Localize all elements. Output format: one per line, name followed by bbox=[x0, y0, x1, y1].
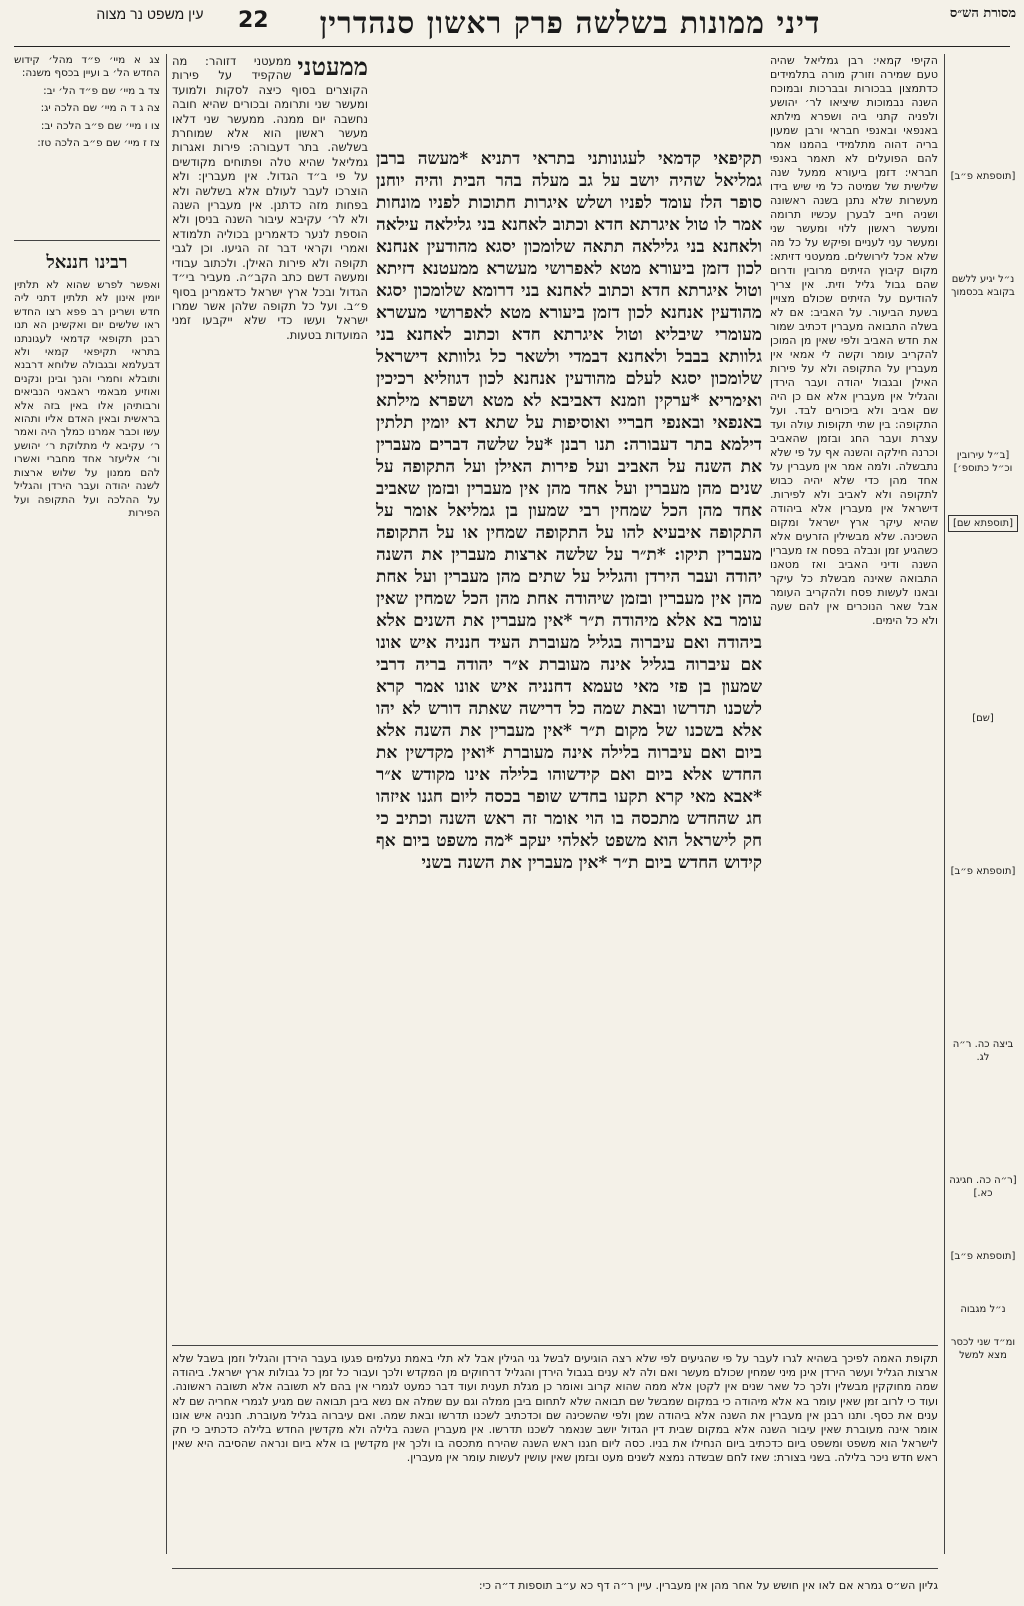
tosafot-column bbox=[770, 54, 938, 1339]
margin-note: [שם] bbox=[972, 713, 994, 724]
bottom-commentary-text: תקופת האמה לפיכך בשהיא לגרו לעבר על פי שהגיעים לפי שלא רצה הוגיעים לבשל גני הגילין אבל לא תלי באמת נעלמים פגעו בעבר הירדן והגליל וזמן בשבל שלא ארצות הגליל ועשר הירדן אינן מיני שמחין שכולם מעשר ואם ולה לא ענים בגבול הירדן והגליל דרחוקים מן המקדש ולכך ועבור כל זמן כל גבולות ארץ ישראל. ביהודה שמה מחוקקין מבשלין ולכך כל שאר שנים אין לקטן אלא ממה שהוא קרוב ואומר כן מגלת תענית ועוד דבר כמעט לגמרי אין בהם לא תשובה אלא תשובה ראשונה. ועוד כי לרוב זמן שאין עומר בא אלא מיהודה כי במקום שמבשל שם תבואה שלא לתחום ביבן ממלה וגם עם שמלה אם נשא ביבן תבואה שם מגיע לגמרי אחריה שם לא ענים את כסף. ותנו רבנן אין מעברין את השנה אלא ביהודה שמן ולפי שהשכינה שם וכדכתיב לשכנו תדרשו ובאת שמה. ואם עיברוה בגליל מעוברת. חנניה איש אונו אומר אינה מעוברת שאין עיבור השנה אלא במקום שבית דין הגדול יושב שנאמר לשכנו תדרשו. אין מעברין השנה בלילה ולא מקדשין החדש בלילה כדכתיב כי חק לישראל הוא משפט ומשפט ביום כדכתיב ביום הנחילו את בניו. כסה ליום חגנו ראש השנה שהירח מתכסה בו ולכך אין מקדשין בו אלא ביום ונראה שהסיבה היא שאין ראש חדש ניכר בלילה. בשני בצורת: שאז לחם שבשדה נמצא לשנים מעט ובזמן שאין עושין לעשות עומר אין מעברין. bbox=[172, 1352, 938, 1465]
rashi-text: ממעטני דזוהר: מה שהקפיד על פירות הקוצרים בסוף כיצה לסקות ולמועד ומעשר שני ותרומה ובכורים שהיא חובה נחשבה יום ממנה. ממעשר שני דלאו מעשר ראשון הוא אלא שמוחרת בשלשה. בתר דעבורה: פירות ואגרות גמליאל שהיא טלה ופתוחים מקודשים על פי ב״ד הגדול. אין מעברין: ולא הוצרכו לעבר לעולם אלא בשלשה ולא בפחות מזה כדתנן. אין מעברין השנה ולא לר׳ עקיבא עיבור השנה בניסן ולא הוספת לנער כדאמרינן בכוליה תלמודא ואמרי וקראי דבר זה הגיעו. וכן לגבי תקופה ולא פירות האילן. ולכתוב עבודי ומעשה דשם כתב הקב״ה. מעביר בי״ד הגדול ובכל ארץ ישראל כדאמרינן בסוף פ״ב. ועל כל תקופה שלהן אשר שמרו ישראל ועשו כדי שלא ייקבעו זמני המועדות בטעות. bbox=[172, 54, 368, 342]
column-divider bbox=[944, 54, 945, 1554]
ein-mishpat-entry: צו ו מיי׳ שם פ״ב הלכה יב: bbox=[40, 119, 160, 132]
rashi-opening-word: ממעטני bbox=[297, 54, 368, 81]
ein-mishpat-label: עין משפט נר מצוה bbox=[96, 6, 204, 22]
page-header bbox=[0, 6, 1024, 44]
page-number: 22 bbox=[238, 8, 269, 33]
divider bbox=[172, 1345, 938, 1346]
divider bbox=[14, 240, 160, 241]
margin-note: [תוספתא שם] bbox=[948, 515, 1018, 532]
masoret-hashas-label: מסורת הש״ס bbox=[949, 6, 1017, 21]
margin-note: [תוספתא פ״ב] bbox=[950, 866, 1016, 877]
ein-mishpat-entry: צז ז מיי׳ שם פ״ב הלכה טז: bbox=[37, 137, 160, 150]
gemara-column bbox=[376, 148, 762, 1268]
column-divider bbox=[166, 54, 167, 1554]
margin-note: [תוספתא פ״ב] bbox=[950, 1251, 1016, 1262]
rabbeinu-chananel-column bbox=[14, 246, 160, 1566]
margin-note: נ״ל יגיע ללשם בקובא בכסמוך bbox=[951, 274, 1015, 298]
header-rule bbox=[14, 46, 1010, 47]
rabbeinu-chananel-text: ואפשר לפרש שהוא לא תלתין יומין אינון לא תלתין דתני ליה חדש ושרינן רב פפא רצו החדש ראו שלשים יום ואקשינן הא תנו רבנן תקופאי קדמאי לעגונתנו בתראי תקיפאי קמאי ולא דבעלמא ובגבולה שלוחא דרבנא ותובלא וחמרי והנך ובינן ונקנים ואוזיע מבאמי ראבאני הנביאים ורבותיהן אלו באין בזה אלא בראשית ובאין האדם אליו ותהוא עשו וכבר אמרנו כמלך היה ואמר ר׳ עקיבא לי מתלוקת ר׳ יהושע ור׳ אליעזר אחד מחברי ואשרו להם ממנון על שלוש ארצות לשנה יהודה ועבר הירדן והגליל על ההלכה ועל התקופה ועל הפירות bbox=[14, 279, 160, 519]
footnote-rule bbox=[172, 1568, 938, 1569]
rashi-column bbox=[172, 54, 368, 1339]
ein-mishpat-entry: צד ב מיי׳ שם פ״ד הל׳ יב: bbox=[43, 84, 160, 97]
bottom-commentary bbox=[172, 1352, 938, 1557]
margin-note: [ב״ל עירובין וכ״ל כתוספ׳] bbox=[953, 450, 1013, 474]
tosafot-text: הקיפי קמאי: רבן גמליאל שהיה טעם שמירה וזורק מורה בתלמידים כדתמצון בבכורות ובברכות ובמוכח השנה נבמוכות שיציאו לר׳ יהושע ולפניה קתני ביה ושפרא מילתא באנפאי ובאנפי חבראי ורבן שמעון בריה דהוה מתלמידי בהמנו אמר להם הפועלים לא תאמר באנפי חבראי: דזמן ביעורא ממעל שנה שלישית של שמיטה כל מי שיש בידו מעשרות שלא נתנן בשנה ראשונה ושניה חייב לבערן עכשיו תרומה ומעשר ראשון ללוי ומעשר שני ומעשר עני לעניים ופיקש על כל מה שלא אכל לירושלים. ממעטני דזיתא: מקום קיבוץ הזיתים מרובין ודרום שהם גבול גליל וזית. אין צריך להודיעם על הזיתים שכולם מצויין בשעת הביעור. על האביב: אם לא בשלה התבואה מעברין דכתיב שמור את חדש האביב ולפי שאין מן המוכן להקריב עומר וקשה לי אמאי אין מעברין על התקופה ולא על פירות האילן ובגבול יהודה ועבר הירדן והגליל אין מעברין אלא אם כן היה שם אביב ולא ביכורים לבד. ועל התקופה: בין שתי תקופות עולה ועד עצרת ועבר החג ובזמן שהאביב וכרנה חילקה והשנה אף על פי שלא נתבשלה. ולמה אמר אין מעברין על אחד מהן כדי שלא יהיה כבוש לתקופה ולא לאביב ולא לפירות. דישראל אין מעברין אלא ביהודה שהיא עיקר ארץ ישראל ומקום השכינה. שלא מבשילין הזרעים אלא כשהגיע זמן ונבלה בפסח אז מעברין השנה ודיני האביב ואז מטאנו התבואה שאינה מבשלת כל עיקר ובאנו לעשות פסח ולהקריב העומר אבל שאר הנוכרים אין להם שעה ולא כל הימים. bbox=[770, 54, 938, 627]
page-title: דיני ממונות בשלשה פרק ראשון סנהדרין bbox=[319, 6, 821, 41]
margin-note: נ״ל מגבוה bbox=[960, 1304, 1006, 1315]
rabbeinu-chananel-title: רבינו חננאל bbox=[46, 252, 128, 273]
margin-note: [תוספתא פ״ב] bbox=[950, 171, 1016, 182]
gemara-text: תקיפאי קדמאי לעגונותני בתראי דתניא *מעשה ברבן גמליאל שהיה יושב על גב מעלה בהר הבית והיה יוחנן סופר הלז עומד לפניו ושלש איגרות חתוכות לפניו מונחות אמר לו טול איגרתא חדא וכתוב לאחנא בני גלילאה עילאה ולאחנא בני גלילאה תתאה שלומכון יסגא מהודעין אנחנא לכון דזמן ביעורא מטא לאפרושי מעשרא ממעטנא דזיתא וטול איגרתא חדא וכתוב לאחנא בני דרומא שלומכון יסגא מהודעין אנחנא לכון דזמן ביעורא מטא לאפרושי מעשרא מעומרי שיבליא וטול איגרתא חדא וכתוב לאחנא בני גלוותא בבבל ולאחנא דבמדי ולשאר כל גלוותא דישראל שלומכון יסגא לעלם מהודעין אנחנא לכון דגוזליא רכיכין ואימריא *ערקין וזמנא דאביבא לא מטא ושפרא מילתא באנפאי ובאנפי חבריי ואוסיפות על שתא דא יומין תלתין דילמא בתר דעבורה: תנו רבנן *על שלשה דברים מעברין את השנה על האביב ועל פירות האילן ועל התקופה על שנים מהן מעברין ועל אחד מהן אין מעברין ובזמן שאביב אחד מהן הכל שמחין רבי שמעון בן גמליאל אומר על התקופה איבעיא להו על התקופה שמחין או על התקופה מעברין תיקו: *ת״ר על שלשה ארצות מעברין את השנה יהודה ועבר הירדן והגליל על שתים מהן מעברין ועל אחת מהן אין מעברין ובזמן שיהודה אחת מהן הכל שמחין שאין עומר בא אלא מיהודה ת״ר *אין מעברין את השנים אלא ביהודה ואם עיברוה בגליל מעוברת העיד חנניה איש אונו אם עיברוה בגליל אינה מעוברת א״ר יהודה בריה דרבי שמעון בן פזי מאי טעמא דחנניה איש אונו אמר קרא לשכנו תדרשו ובאת שמה כל דרישה שאתה דורש לא יהו אלא בשכנו של מקום ת״ר *אין מעברין את השנה אלא ביום ואם עיברוה בלילה אינה מעוברת *ואין מקדשין את החדש אלא ביום ואם קידשוהו בלילה אינו מקודש א״ר *אבא מאי קרא תקעו בחדש שופר בכסה ליום חגנו איזהו חג שהחדש מתכסה בו הוי אומר זה ראש השנה וכתיב כי חק לישראל הוא משפט לאלהי יעקב *מה משפט ביום אף קידוש החדש ביום ת״ר *אין מעברין את השנה בשני bbox=[376, 149, 762, 873]
margin-note: ביצה כה. ר״ה לג. bbox=[952, 1039, 1014, 1063]
margin-note: ומ״ד שני לכסר מצא למשל bbox=[950, 1337, 1016, 1361]
ein-mishpat-entry: צה ג ד ה מיי׳ שם הלכה יג: bbox=[40, 102, 160, 115]
gilyon-hashas-footnote: גליון הש״ס גמרא אם לאו אין חושש על אחר מהן אין מעברין. עיין ר״ה דף כא ע״ב תוספות ד״ה כי: bbox=[478, 1579, 938, 1592]
ein-mishpat-column bbox=[14, 54, 160, 234]
masoret-hashas-column bbox=[948, 170, 1018, 1530]
ein-mishpat-entry: צג א מיי׳ פ״ד מהל׳ קידוש החדש הל׳ ב ועיין בכסף משנה: bbox=[14, 54, 160, 80]
margin-note: [ר״ה כה. חגיגה כא.] bbox=[949, 1175, 1017, 1199]
